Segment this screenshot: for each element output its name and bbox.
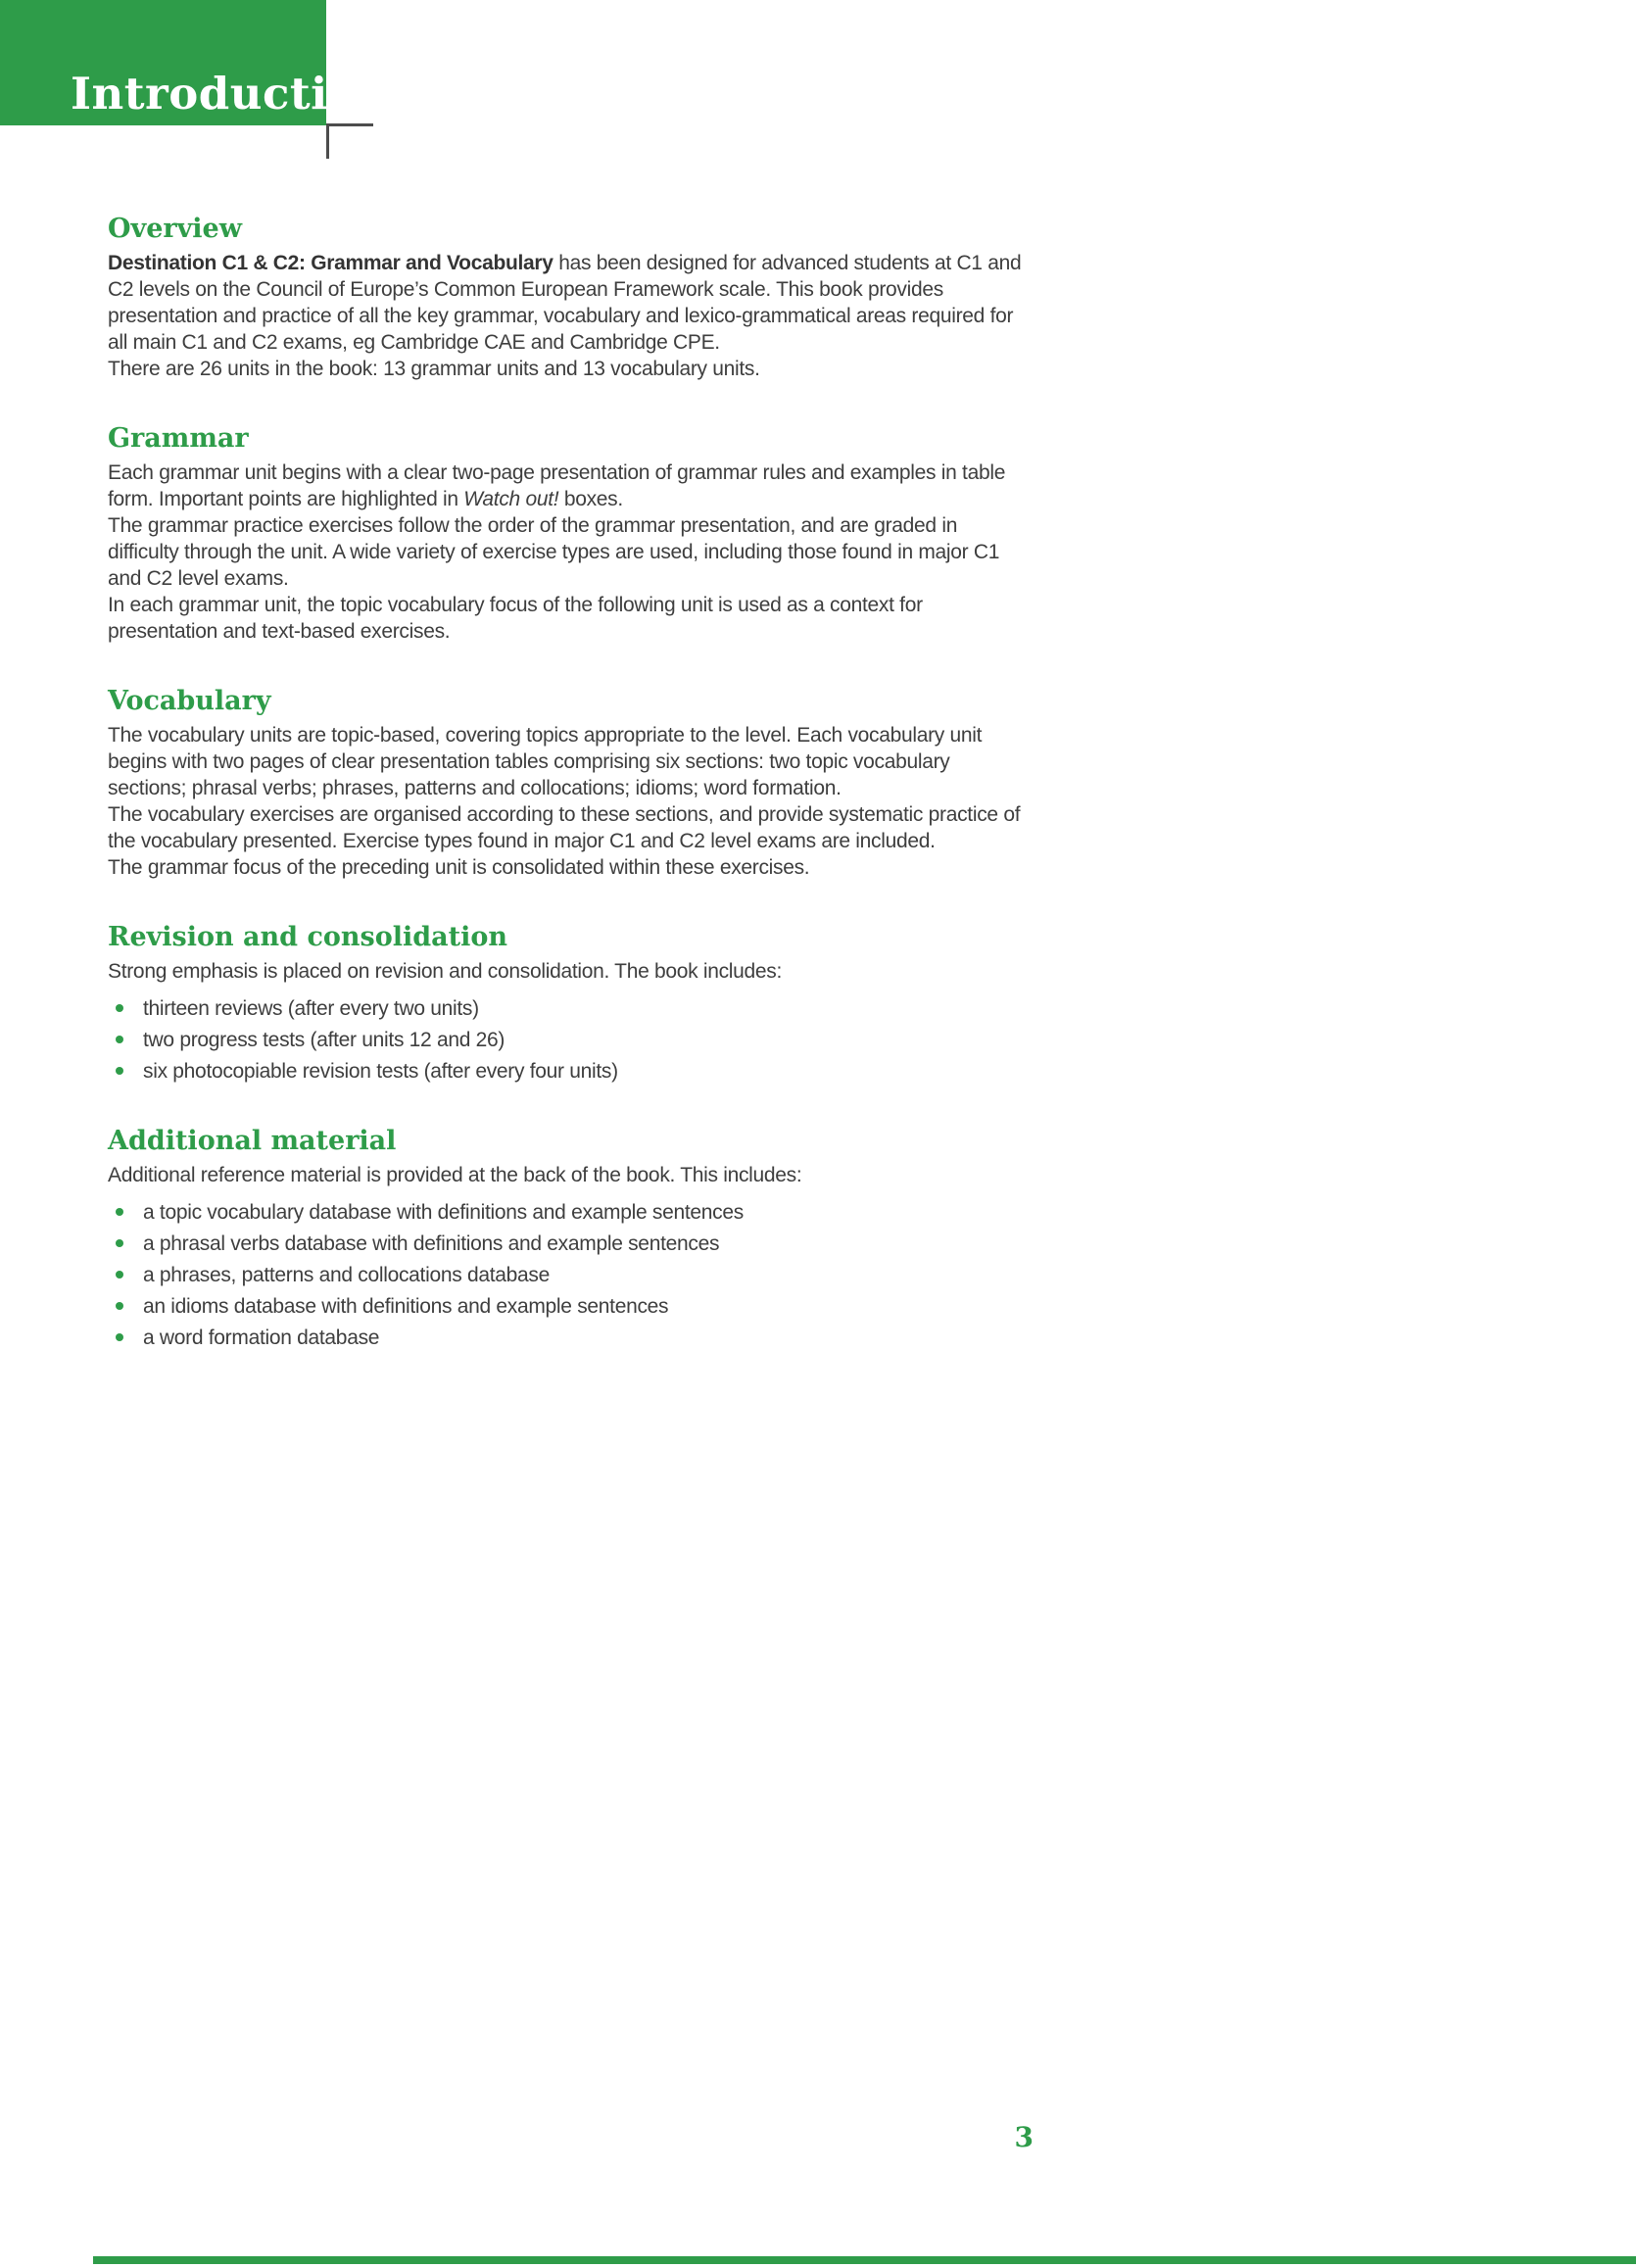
paragraph: The grammar focus of the preceding unit is consolidated within these exercises.: [108, 856, 810, 879]
bullet-icon: [116, 1036, 123, 1043]
page-title: Introduction: [71, 68, 391, 120]
list-item-text: a phrases, patterns and collocations database: [143, 1264, 550, 1286]
paragraph: The vocabulary exercises are organised according to these sections, and provide systematic practice of the vocabulary presented. Exercise types found in major C1 and C2 level exams are included.: [108, 803, 1021, 852]
list-item: [108, 995, 1034, 1022]
paragraph: In each grammar unit, the topic vocabulary focus of the following unit is used as a context for presentation and text-based exercises.: [108, 594, 923, 643]
paragraph: There are 26 units in the book: 13 grammar units and 13 vocabulary units.: [108, 358, 760, 380]
additional-bullet-list: [108, 1199, 1034, 1351]
list-item: [108, 1058, 1034, 1085]
list-item: [108, 1325, 1034, 1351]
section-grammar: [108, 423, 1034, 645]
bullet-icon: [116, 1302, 123, 1310]
section-revision: [108, 922, 1034, 1085]
page-content: [108, 0, 1034, 1356]
footer-rule: [93, 2256, 1636, 2264]
list-item-text: a phrasal verbs database with definitions and example sentences: [143, 1232, 720, 1255]
list-item: [108, 1027, 1034, 1053]
list-item-text: thirteen reviews (after every two units): [143, 997, 479, 1020]
page-number: 3: [1014, 2121, 1034, 2153]
list-item-text: an idioms database with definitions and example sentences: [143, 1295, 669, 1318]
list-item: [108, 1293, 1034, 1320]
section-additional-material: [108, 1126, 1034, 1351]
paragraph: [108, 250, 1034, 356]
section-heading-overview: Overview: [108, 214, 242, 244]
section-vocabulary: [108, 686, 1034, 881]
paragraph: The vocabulary units are topic-based, covering topics appropriate to the level. Each vocabulary unit begins with two pages of clear presentation tables comprising six sections: two topic vocabulary sections; phrasal verbs; phrases, patterns and collocations; idioms; word formation.: [108, 724, 983, 799]
list-item-text: a word formation database: [143, 1327, 380, 1349]
section-heading-grammar: Grammar: [108, 423, 249, 454]
section-heading-revision: Revision and consolidation: [108, 922, 508, 952]
bullet-icon: [116, 1067, 123, 1075]
bullet-icon: [116, 1004, 123, 1012]
watch-out-italic: Watch out!: [463, 488, 559, 510]
list-item-text: six photocopiable revision tests (after every four units): [143, 1060, 618, 1083]
paragraph-text: Each grammar unit begins with a clear two-page presentation of grammar rules and examples in table form. Important points are highlighted in: [108, 461, 1006, 510]
paragraph-text: boxes.: [558, 488, 623, 510]
section-overview: [108, 214, 1034, 382]
bullet-icon: [116, 1333, 123, 1341]
paragraph: [108, 459, 1034, 512]
section-heading-vocabulary: Vocabulary: [108, 686, 271, 716]
list-item: [108, 1231, 1034, 1257]
revision-bullet-list: [108, 995, 1034, 1085]
book-title-bold: Destination C1 & C2: Grammar and Vocabulary: [108, 252, 553, 274]
list-item-text: two progress tests (after units 12 and 26): [143, 1029, 505, 1051]
section-heading-additional-material: Additional material: [108, 1126, 397, 1156]
list-item: [108, 1199, 1034, 1226]
paragraph-text: has been designed for advanced students at C1 and C2 levels on the Council of Europe’s Common European Framework scale. This book provides presentation and practice of all the key grammar, vocabulary and lexico-grammatical areas required for all main C1 and C2 exams, eg Cambridge CAE and Cambridge CPE.: [108, 252, 1022, 354]
paragraph: Additional reference material is provided at the back of the book. This includes:: [108, 1164, 802, 1186]
paragraph: Strong emphasis is placed on revision and consolidation. The book includes:: [108, 960, 783, 983]
bullet-icon: [116, 1208, 123, 1216]
paragraph: The grammar practice exercises follow the order of the grammar presentation, and are graded in difficulty through the unit. A wide variety of exercise types are used, including those found in major C1 and C2 level exams.: [108, 514, 1000, 590]
bullet-icon: [116, 1271, 123, 1279]
list-item-text: a topic vocabulary database with definitions and example sentences: [143, 1201, 744, 1224]
bullet-icon: [116, 1239, 123, 1247]
list-item: [108, 1262, 1034, 1288]
